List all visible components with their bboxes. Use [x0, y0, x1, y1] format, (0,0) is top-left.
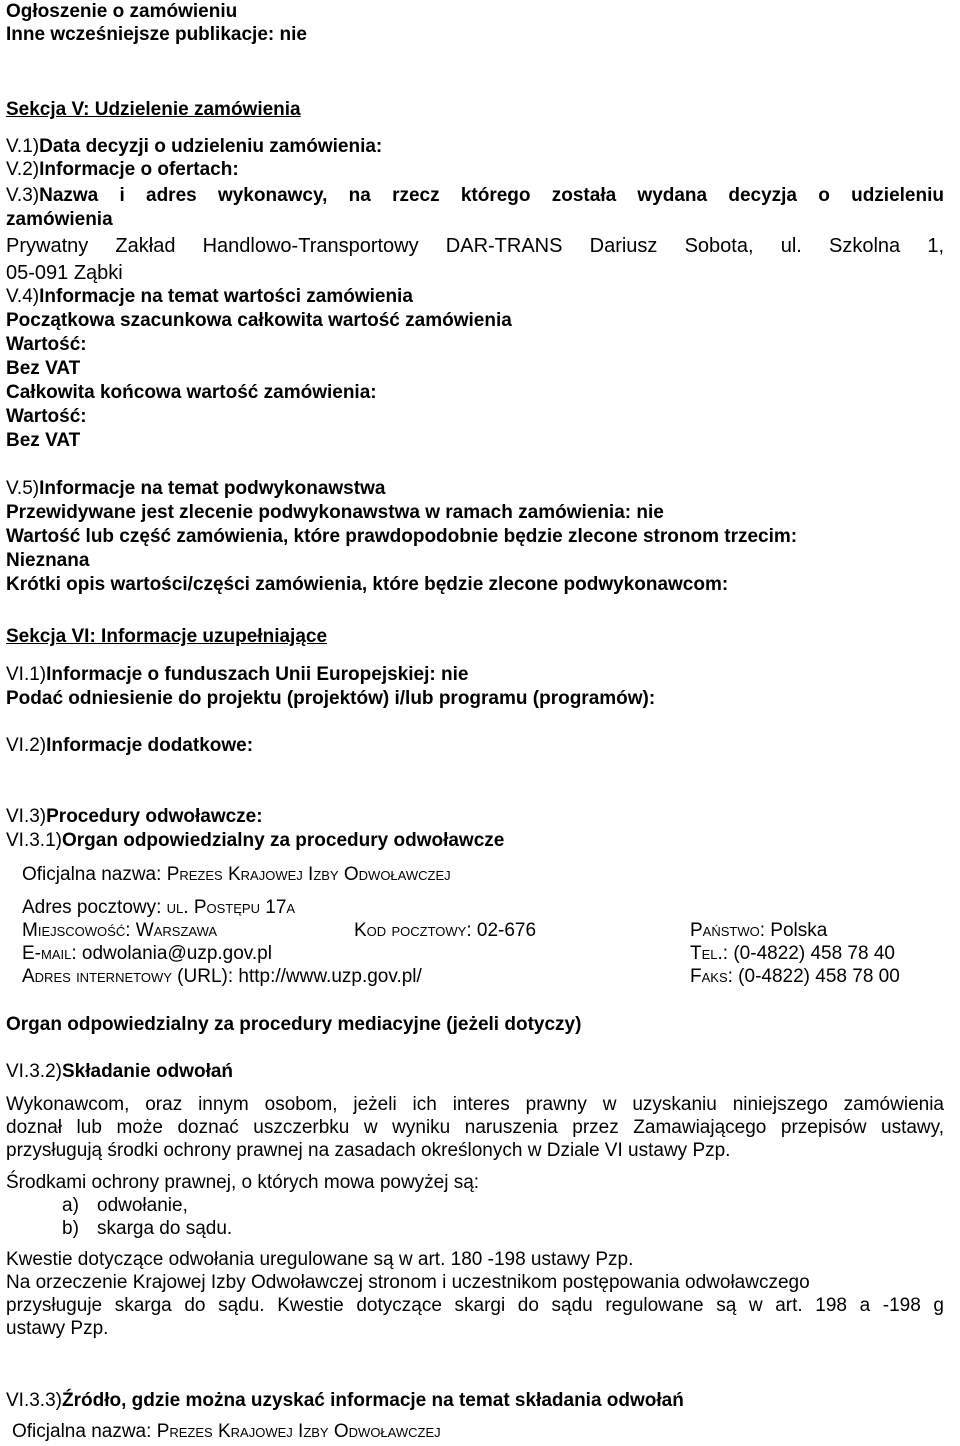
official-name-2: Prezes Krajowej Izby Odwoławczej: [156, 1421, 441, 1442]
section-v-heading: Sekcja V: Udzielenie zamówienia: [6, 99, 301, 120]
v5-text: Informacje na temat podwykonawstwa: [39, 478, 386, 499]
v1-text: Data decyzji o udzieleniu zamówienia:: [39, 136, 383, 157]
city-line: [22, 920, 217, 942]
appeal-paragraph-line-2: doznał lub może doznać uszczerbku w wyniku naruszenia przez Zamawiającego przepisów ustawy,: [6, 1117, 944, 1138]
vi1-number: VI.1): [6, 664, 47, 685]
postal-line: [22, 897, 295, 919]
tel: : (0-4822) 458 78 40: [722, 943, 895, 964]
v3-line-a: [6, 185, 944, 207]
third-party-answer: Nieznana: [6, 550, 90, 571]
remedy-a-mark: a): [62, 1195, 79, 1216]
court-line-1: Na orzeczenie Krajowej Izby Odwoławczej stronom i uczestnikom postępowania odwoławczego: [6, 1272, 810, 1293]
vi33-number: VI.3.3): [6, 1390, 62, 1411]
official-name-line: [22, 864, 451, 886]
final-value-label: Całkowita końcowa wartość zamówienia:: [6, 382, 377, 403]
zip-line: [354, 920, 536, 942]
official-name-line-2: [12, 1421, 441, 1443]
v4-line: [6, 286, 413, 308]
value-label-1: Wartość:: [6, 334, 87, 355]
v2-number: V.2): [6, 159, 40, 180]
court-line-3: ustawy Pzp.: [6, 1318, 109, 1339]
v3-line-b: zamówienia: [6, 209, 113, 230]
mediation-body: Organ odpowiedzialny za procedury mediacyjne (jeżeli dotyczy): [6, 1014, 582, 1035]
section-vi-heading: Sekcja VI: Informacje uzupełniające: [6, 626, 328, 647]
vi3-number: VI.3): [6, 806, 47, 827]
vi32-number: VI.3.2): [6, 1061, 62, 1082]
v1-number: V.1): [6, 136, 40, 157]
third-party-question: Wartość lub część zamówienia, które prawdopodobnie będzie zlecone stronom trzecim:: [6, 526, 798, 547]
fax-line: [690, 966, 900, 988]
vi3-text: Procedury odwoławcze:: [46, 806, 263, 827]
vi33-text: Źródło, gdzie można uzyskać informacje na temat składania odwołań: [61, 1390, 684, 1411]
vi31-number: VI.3.1): [6, 830, 62, 851]
email-label: E-mail: [22, 943, 72, 964]
contractor-line-b: 05-091 Ząbki: [6, 262, 123, 284]
country-line: [690, 920, 827, 942]
postal-label: Adres pocztowy:: [22, 897, 167, 918]
web-line: [22, 966, 422, 988]
vi1-text: Informacje o funduszach Unii Europejskiej: nie: [46, 664, 469, 685]
remedy-b: skarga do sądu.: [97, 1218, 233, 1239]
subcontract-question: Przewidywane jest zlecenie podwykonawstwa w ramach zamówienia: nie: [6, 502, 664, 523]
zip-code: 02-676: [476, 920, 537, 941]
appeal-rules: Kwestie dotyczące odwołania uregulowane są w art. 180 -198 ustawy Pzp.: [6, 1249, 634, 1270]
vi2-text: Informacje dodatkowe:: [46, 735, 254, 756]
tel-label: Tel.: [690, 943, 723, 964]
vat-1: Bez VAT: [6, 358, 81, 379]
value-label-2: Wartość:: [6, 406, 87, 427]
country: Polska: [770, 920, 828, 941]
official-name-label-2: Oficjalna nazwa:: [12, 1421, 157, 1442]
project-reference: Podać odniesienie do projektu (projektów) i/lub programu (programów):: [6, 688, 656, 709]
notice-title: Ogłoszenie o zamówieniu: [6, 1, 238, 22]
v5-line: [6, 478, 385, 500]
vat-2: Bez VAT: [6, 430, 81, 451]
remedy-b-mark: b): [62, 1218, 79, 1239]
v2-line: [6, 159, 239, 181]
vi2-line: [6, 735, 253, 757]
remedy-a: odwołanie,: [97, 1195, 188, 1216]
v4-text: Informacje na temat wartości zamówienia: [39, 286, 413, 307]
prior-publications: Inne wcześniejsze publikacje: nie: [6, 24, 307, 45]
fax: : (0-4822) 458 78 00: [727, 966, 900, 987]
vi3-line: [6, 806, 263, 828]
email[interactable]: : odwolania@uzp.gov.pl: [71, 943, 272, 964]
v5-number: V.5): [6, 478, 40, 499]
web-url[interactable]: (URL): http://www.uzp.gov.pl/: [171, 966, 422, 987]
tel-line: [690, 943, 895, 965]
vi33-line: [6, 1390, 684, 1412]
city: Warszawa: [135, 920, 218, 941]
vi31-text: Organ odpowiedzialny za procedury odwoławcze: [61, 830, 505, 851]
city-label: Miejscowość:: [22, 920, 136, 941]
official-name: Prezes Krajowej Izby Odwoławczej: [166, 864, 451, 885]
appeal-paragraph-line-3: przysługują środki ochrony prawnej na zasadach określonych w Dziale VI ustawy Pzp.: [6, 1140, 731, 1161]
v4-number: V.4): [6, 286, 40, 307]
official-name-label: Oficjalna nazwa:: [22, 864, 167, 885]
email-line: [22, 943, 272, 965]
vi32-line: [6, 1061, 233, 1083]
vi31-line: [6, 830, 504, 852]
remedies-intro: Środkami ochrony prawnej, o których mowa powyżej są:: [6, 1172, 480, 1193]
zip-label: Kod pocztowy:: [354, 920, 477, 941]
v3-number: V.3): [6, 185, 40, 206]
postal-address: ul. Postępu 17a: [166, 897, 296, 918]
v3-text-a: Nazwa i adres wykonawcy, na rzecz którego została wydana decyzja o udzieleniu: [39, 185, 944, 206]
court-line-2: przysługuje skarga do sądu. Kwestie dotyczące skargi do sądu regulowane są w art. 198 a -198 g: [6, 1295, 944, 1316]
web-label: Adres internetowy: [22, 966, 172, 987]
fax-label: Faks: [690, 966, 728, 987]
contractor-line-a: Prywatny Zakład Handlowo-Transportowy DAR-TRANS Dariusz Sobota, ul. Szkolna 1,: [6, 235, 944, 257]
vi1-line: [6, 664, 468, 686]
vi32-text: Składanie odwołań: [61, 1061, 234, 1082]
vi2-number: VI.2): [6, 735, 47, 756]
initial-value-label: Początkowa szacunkowa całkowita wartość zamówienia: [6, 310, 512, 331]
v1-line: [6, 136, 382, 158]
v2-text: Informacje o ofertach:: [39, 159, 239, 180]
appeal-paragraph-line-1: Wykonawcom, oraz innym osobom, jeżeli ich interes prawny w uzyskaniu niniejszego zamówienia: [6, 1094, 944, 1115]
short-description-label: Krótki opis wartości/części zamówienia, które będzie zlecone podwykonawcom:: [6, 574, 729, 595]
country-label: Państwo:: [690, 920, 771, 941]
